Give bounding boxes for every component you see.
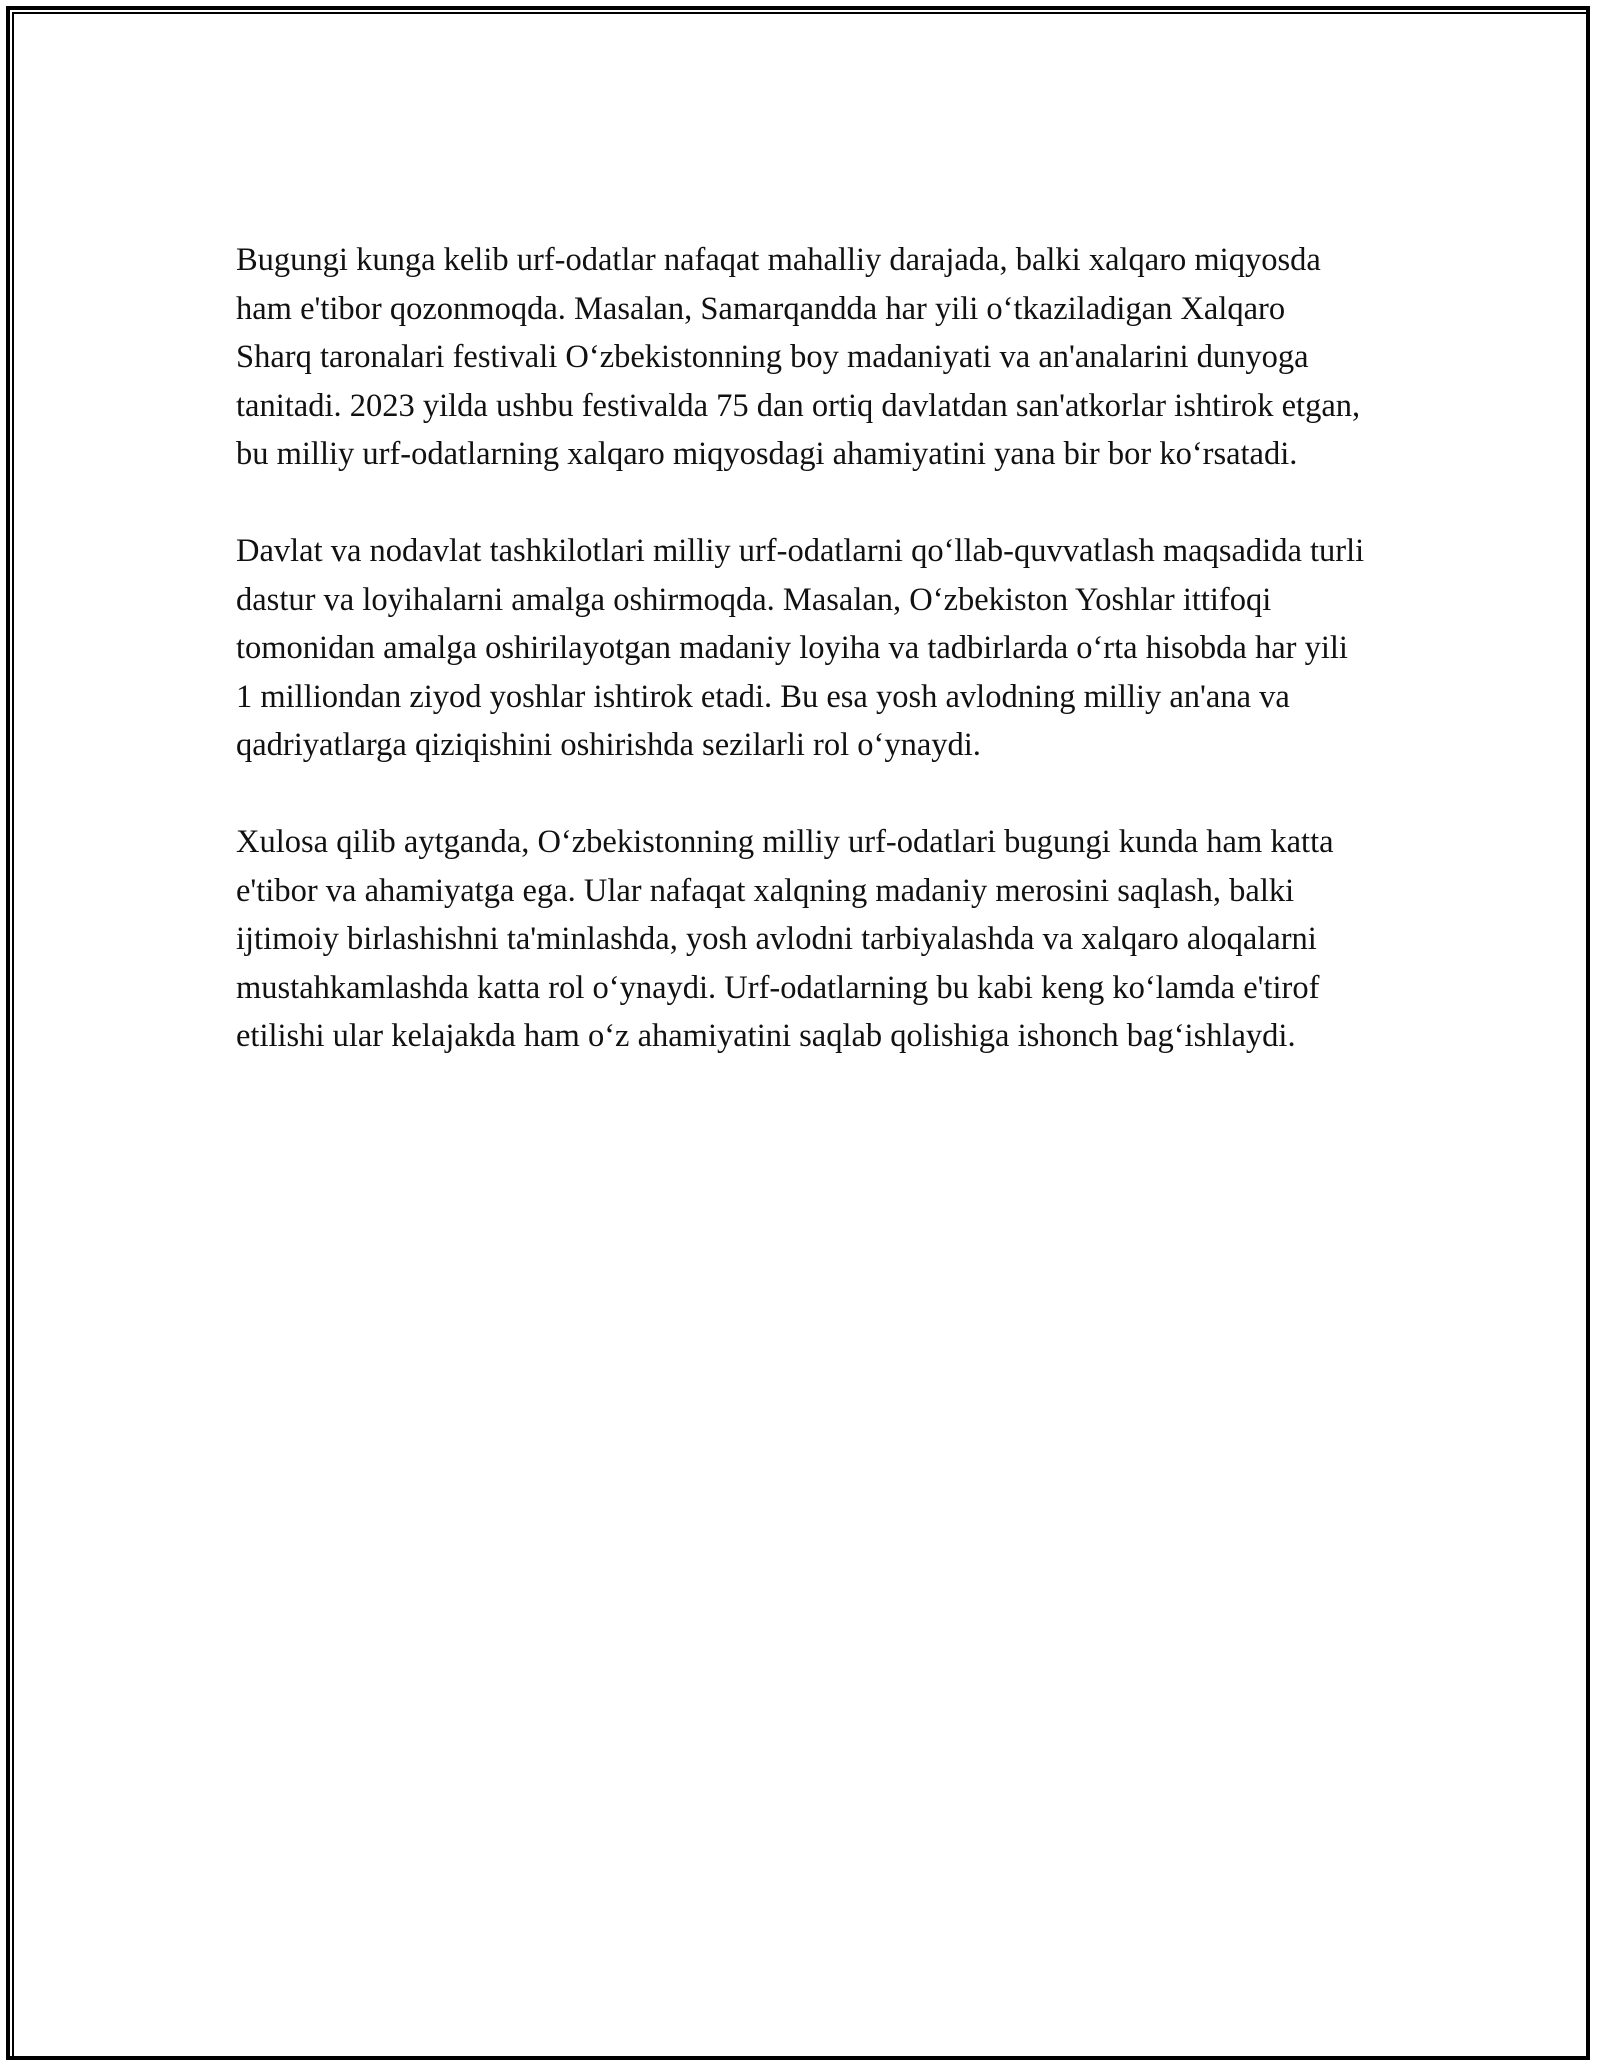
paragraph-organizations: Davlat va nodavlat tashkilotlari milliy urf-odatlarni qo‘llab-quvvatlash maqsadida turli dastur va loyihalarni amalga oshirmoqda. Masalan, O‘zbekiston Yoshlar ittifoqi tomonidan amalga oshirilayotgan madaniy loyiha va tadbirlarda o‘rta hisobda har yili 1 milliondan ziyod yoshlar ishtirok etadi. Bu esa yosh avlodning milliy an'ana va qadriyatlarga qiziqishini oshirishda sezilarli rol o‘ynaydi.: [236, 533, 1365, 763]
paragraph-festival: Bugungi kunga kelib urf-odatlar nafaqat mahalliy darajada, balki xalqaro miqyosda ham e'tibor qozonmoqda. Masalan, Samarqandda har yili o‘tkaziladigan Xalqaro Sharq taronalari festivali O‘zbekistonning boy madaniyati va an'analarini dunyoga tanitadi. 2023 yilda ushbu festivalda 75 dan ortiq davlatdan san'atkorlar ishtirok etgan, bu milliy urf-odatlarning xalqaro miqyosdagi ahamiyatini yana bir bor ko‘rsatadi.: [236, 242, 1361, 472]
paragraph-conclusion: Xulosa qilib aytganda, O‘zbekistonning milliy urf-odatlari bugungi kunda ham katta e'tibor va ahamiyatga ega. Ular nafaqat xalqning madaniy merosini saqlash, balki ijtimoiy birlashishni ta'minlashda, yosh avlodni tarbiyalashda va xalqaro aloqalarni mustahkamlashda katta rol o‘ynaydi. Urf-odatlarning bu kabi keng ko‘lamda e'tirof etilishi ular kelajakda ham o‘z ahamiyatini saqlab qolishiga ishonch bag‘ishlaydi.: [236, 824, 1334, 1054]
document-body: [236, 236, 1366, 1109]
